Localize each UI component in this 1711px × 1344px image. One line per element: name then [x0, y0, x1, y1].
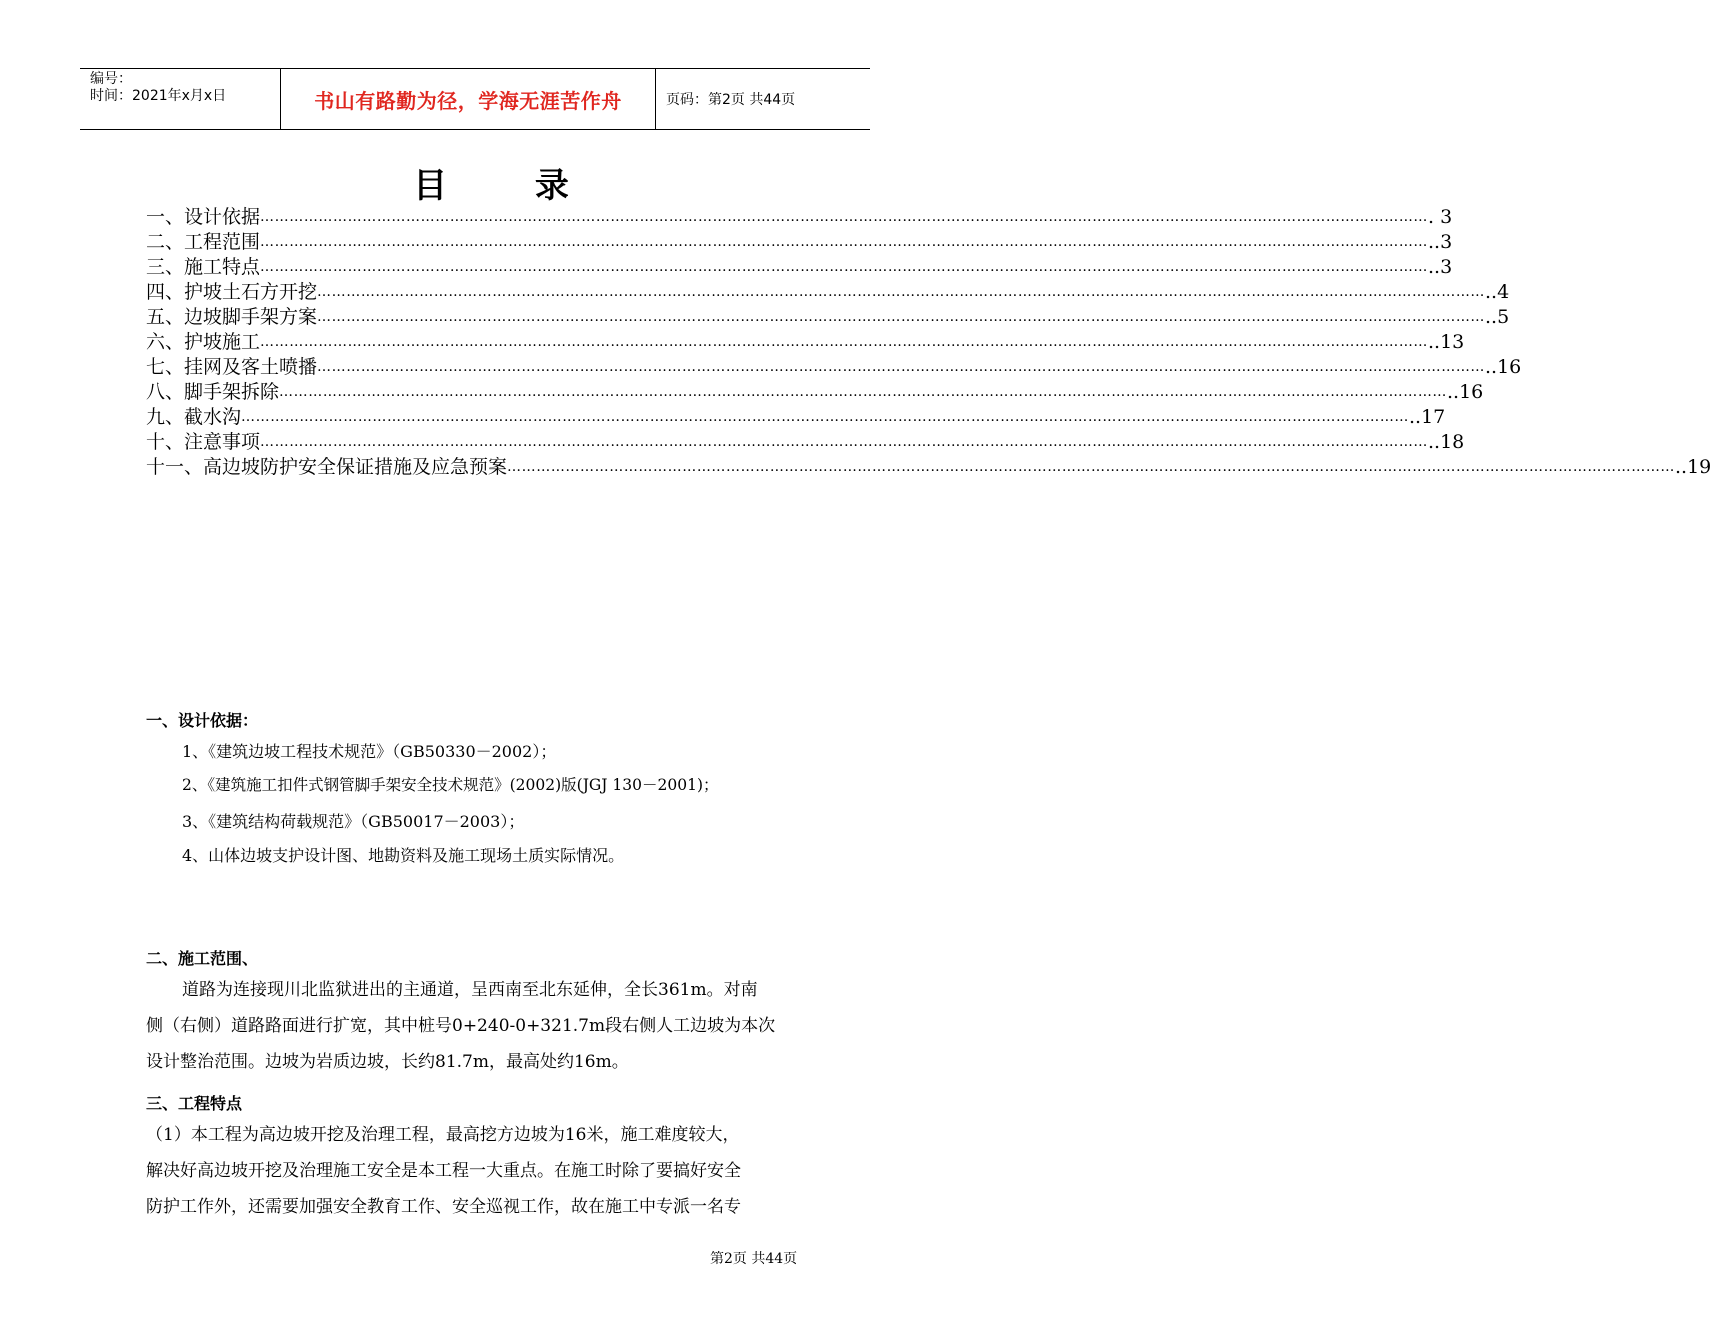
toc-entry-label: 十一、高边坡防护安全保证措施及应急预案: [146, 456, 508, 478]
toc-leader-dots: ……………………………………………………………………………………………………………………………………………………………………………………………………………………: [317, 284, 1486, 300]
toc-entry-label: 三、施工特点: [146, 256, 261, 278]
toc-entry-label: 八、脚手架拆除: [146, 381, 280, 403]
toc-entry[interactable]: [146, 255, 1453, 280]
toc-leader-dots: ……………………………………………………………………………………………………………………………………………………………………………………………………………………: [260, 234, 1429, 250]
number-label: 编号：: [90, 71, 132, 87]
toc-leader-dots: ……………………………………………………………………………………………………………………………………………………………………………………………………………………: [260, 259, 1429, 275]
footer-page-number: 第2页 共44页: [710, 1251, 798, 1267]
body-line: 道路为连接现川北监狱进出的主通道，呈西南至北东延伸，全长361m。对南: [182, 980, 758, 1000]
toc-leader-dots: ……………………………………………………………………………………………………………………………………………………………………………………………………………………: [317, 359, 1486, 375]
toc-entry[interactable]: [146, 330, 1465, 355]
toc-entry-label: 二、工程范围: [146, 231, 261, 253]
toc-entry-page: ..4: [1485, 281, 1510, 303]
toc-entry-page: ..16: [1485, 356, 1522, 378]
toc-leader-dots: ……………………………………………………………………………………………………………………………………………………………………………………………………………………: [507, 459, 1676, 475]
reference-item: 3、《建筑结构荷载规范》（GB50017－2003）；: [182, 812, 525, 831]
toc-title: 目 录: [413, 166, 607, 206]
section3-body: [146, 1117, 810, 1225]
section3-heading: 三、工程特点: [146, 1094, 243, 1113]
section2-body: [146, 972, 810, 1080]
toc-leader-dots: ……………………………………………………………………………………………………………………………………………………………………………………………………………………: [279, 384, 1448, 400]
toc-entry-page: ..3: [1428, 256, 1453, 278]
toc-entry-page: . 3: [1428, 206, 1453, 228]
toc-entry[interactable]: [146, 205, 1453, 230]
body-line: （1）本工程为高边坡开挖及治理工程，最高挖方边坡为16米，施工难度较大，: [146, 1125, 740, 1145]
header-page-label: 页码：第2页 共44页: [666, 92, 796, 108]
toc-entry-label: 五、边坡脚手架方案: [146, 306, 318, 328]
page-number-cell: [656, 69, 870, 129]
toc-entry-page: ..5: [1485, 306, 1510, 328]
toc-entry-label: 七、挂网及客土喷播: [146, 356, 318, 378]
table-of-contents: [146, 205, 1711, 480]
toc-entry-label: 一、设计依据: [146, 206, 261, 228]
toc-entry-label: 九、截水沟: [146, 406, 242, 428]
reference-item: 1、《建筑边坡工程技术规范》（GB50330－2002）；: [182, 742, 557, 761]
toc-entry[interactable]: [146, 355, 1522, 380]
toc-entry[interactable]: [146, 305, 1510, 330]
toc-entry[interactable]: [146, 230, 1453, 255]
toc-leader-dots: ……………………………………………………………………………………………………………………………………………………………………………………………………………………: [260, 334, 1429, 350]
reference-item: 2、《建筑施工扣件式钢管脚手架安全技术规范》(2002)版(JGJ 130－2001)；: [182, 776, 719, 794]
toc-entry-label: 十、注意事项: [146, 431, 261, 453]
motto-cell: [281, 69, 656, 129]
toc-leader-dots: ……………………………………………………………………………………………………………………………………………………………………………………………………………………: [260, 434, 1429, 450]
toc-entry[interactable]: [146, 405, 1446, 430]
toc-leader-dots: ……………………………………………………………………………………………………………………………………………………………………………………………………………………: [260, 209, 1429, 225]
motto-text: 书山有路勤为径，学海无涯苦作舟: [314, 88, 622, 113]
toc-entry[interactable]: [146, 380, 1484, 405]
reference-item: 4、山体边坡支护设计图、地勘资料及施工现场土质实际情况。: [182, 846, 625, 865]
section1-heading: 一、设计依据：: [146, 711, 259, 730]
toc-entry-page: ..17: [1409, 406, 1446, 428]
toc-entry-page: ..19: [1675, 456, 1711, 478]
toc-entry-label: 四、护坡土石方开挖: [146, 281, 318, 303]
toc-entry-page: ..13: [1428, 331, 1465, 353]
page-header: [80, 68, 870, 130]
body-line: 设计整治范围。边坡为岩质边坡，长约81.7m，最高处约16m。: [146, 1052, 629, 1072]
toc-entry-page: ..18: [1428, 431, 1465, 453]
toc-leader-dots: ……………………………………………………………………………………………………………………………………………………………………………………………………………………: [241, 409, 1410, 425]
toc-entry-page: ..3: [1428, 231, 1453, 253]
section2-heading: 二、施工范围、: [146, 949, 259, 968]
time-label: 时间：2021年x月x日: [90, 88, 227, 104]
toc-entry[interactable]: [146, 280, 1510, 305]
toc-entry[interactable]: [146, 455, 1711, 480]
header-meta-cell: [80, 69, 281, 129]
body-line: 解决好高边坡开挖及治理施工安全是本工程一大重点。在施工时除了要搞好安全: [146, 1161, 741, 1181]
body-line: 侧（右侧）道路路面进行扩宽，其中桩号0+240-0+321.7m段右侧人工边坡为本次: [146, 1016, 776, 1036]
body-line: 防护工作外，还需要加强安全教育工作、安全巡视工作，故在施工中专派一名专: [146, 1197, 741, 1217]
toc-entry-page: ..16: [1447, 381, 1484, 403]
toc-entry[interactable]: [146, 430, 1465, 455]
toc-leader-dots: ……………………………………………………………………………………………………………………………………………………………………………………………………………………: [317, 309, 1486, 325]
toc-entry-label: 六、护坡施工: [146, 331, 261, 353]
